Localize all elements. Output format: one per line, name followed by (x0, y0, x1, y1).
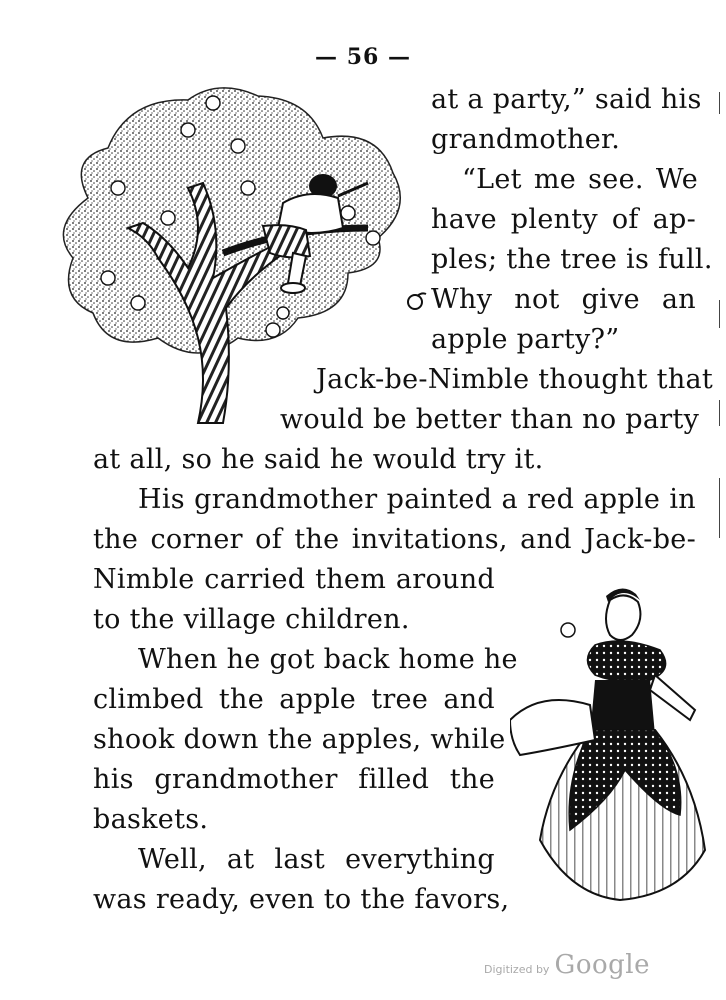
text-line: His grandmother painted a red apple in (138, 484, 696, 515)
text-line: have plenty of ap- (431, 204, 696, 235)
text-line: Nimble carried them around (93, 564, 495, 595)
text-line: When he got back home he (138, 644, 518, 675)
margin-rule (719, 400, 720, 426)
text-line: would be better than no party (280, 404, 700, 435)
margin-rule (719, 478, 720, 538)
text-line: shook down the apples, while (93, 724, 506, 755)
text-line: ples; the tree is full. (431, 244, 713, 275)
page-number: — 56 — (315, 44, 411, 70)
margin-rule (719, 300, 720, 328)
watermark-prefix: Digitized by (484, 963, 550, 976)
text-line: the corner of the invitations, and Jack-be- (93, 524, 696, 555)
text-line: Jack-be-Nimble thought that (316, 364, 714, 395)
text-line: at all, so he said he would try it. (93, 444, 544, 475)
text-line: to the village children. (93, 604, 410, 635)
text-line: climbed the apple tree and (93, 684, 495, 715)
falling-apple-icon (404, 290, 428, 312)
text-line: baskets. (93, 804, 209, 835)
text-line: at a party,” said his (431, 84, 702, 115)
grandmother-illustration (510, 580, 710, 910)
text-line: “Let me see. We (462, 164, 698, 195)
text-line: Why not give an (431, 284, 696, 315)
google-logo: Google (554, 950, 650, 980)
text-line: his grandmother filled the (93, 764, 495, 795)
text-line: Well, at last everything (138, 844, 495, 875)
digitized-by-watermark (484, 950, 650, 980)
text-line: was ready, even to the favors, (93, 884, 510, 915)
text-line: apple party?” (431, 324, 620, 355)
text-line: grandmother. (431, 124, 621, 155)
margin-rule (719, 92, 720, 114)
